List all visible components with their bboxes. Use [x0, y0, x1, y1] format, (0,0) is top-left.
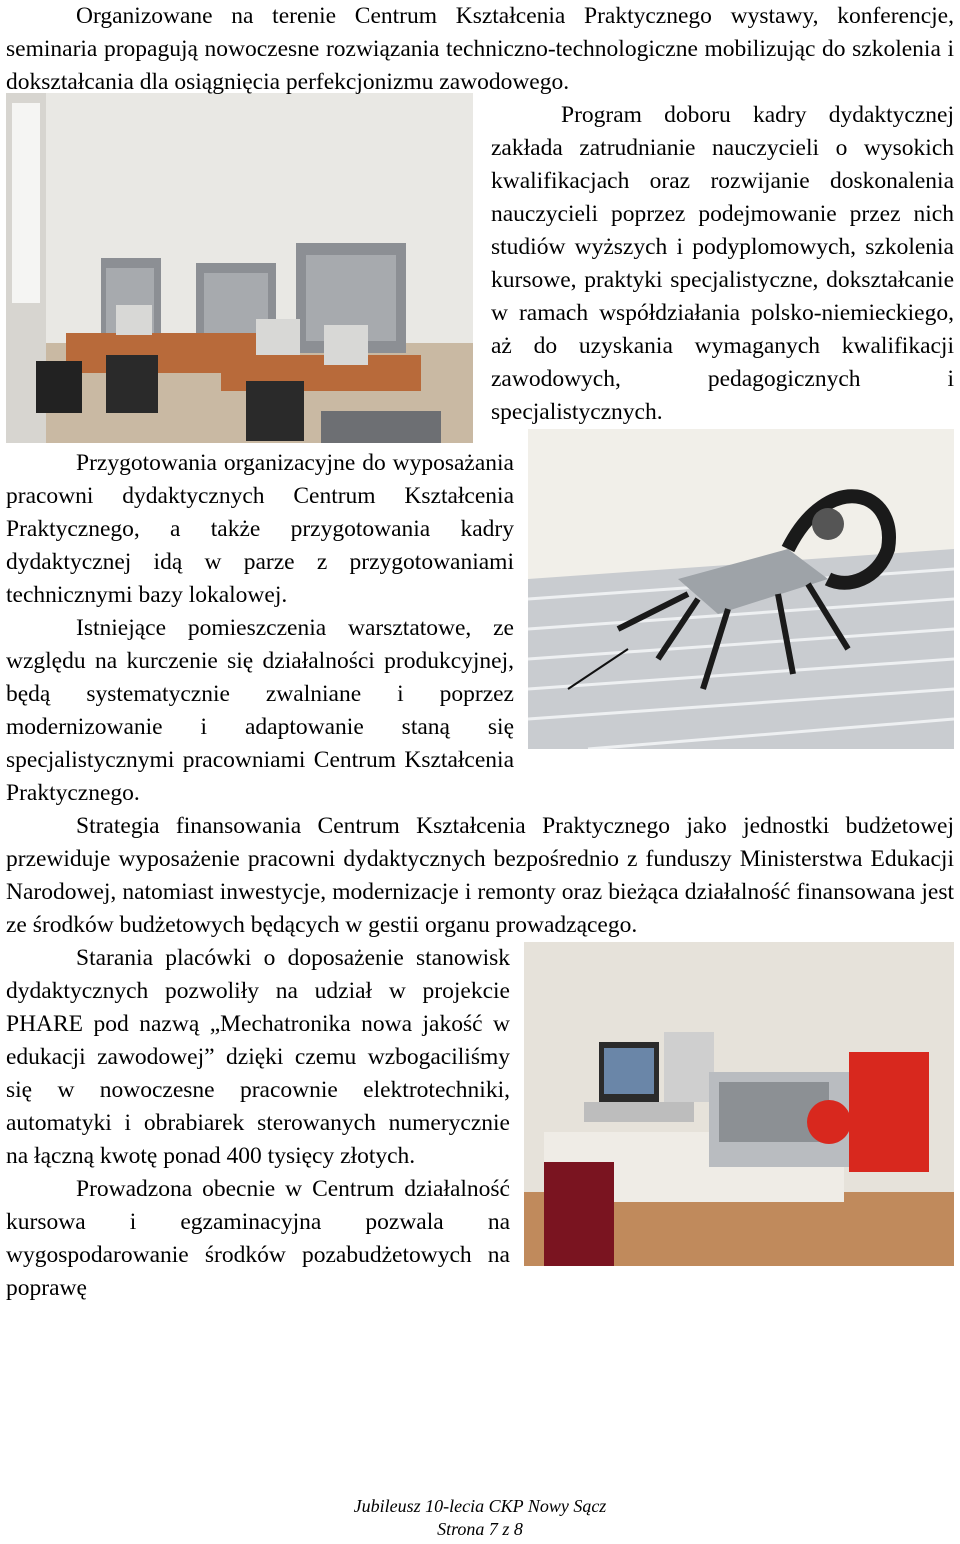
paragraph-preparations: Przygotowania organizacyjne do wyposażania pracowni dydaktycznych Centrum Kształcenia Praktycznego, a także przygotowania kadry dydaktycznej idą w parze z przygotowaniami technicznymi bazy lokalowej. — [6, 450, 514, 608]
footer-title: Jubileusz 10-lecia CKP Nowy Sącz — [353, 1496, 607, 1516]
photo-cnc-machine — [524, 942, 954, 1266]
paragraph-phare-project: Starania placówki o doposażenie stanowisk dydaktycznych pozwoliły na udział w projekcie PHARE pod nazwą „Mechatronika nowa jakość w edukacji zawodowej” dzięki czemu wzbogaciliśmy się w nowoczesne pracownie elektrotechniki, automatyki i obrabiarek sterowanych numerycznie na łączną kwotę ponad 400 tysięcy złotych. — [6, 945, 510, 1169]
footer-page-number: Strona 7 z 8 — [437, 1519, 523, 1539]
photo-robot-scorpion — [528, 429, 954, 749]
page-footer — [0, 1495, 960, 1541]
paragraph-financing: Strategia finansowania Centrum Kształcenia Praktycznego jako jednostki budżetowej przewiduje wyposażenie pracowni dydaktycznych bezpośrednio z funduszy Ministerstwa Edukacji Narodowej, natomiast inwestycje, modernizacje i remonty oraz bieżąca działalność finansowana jest ze środków budżetowych będących w gestii organu prowadzącego. — [6, 813, 954, 938]
paragraph-teaching-staff: Program doboru kadry dydaktycznej zakłada zatrudnianie nauczycieli o wysokich kwalifikacjach oraz rozwijanie doskonalenia nauczycieli poprzez podejmowanie przez nich studiów wyższych i podyplomowych, szkolenia kursowe, praktyki specjalistyczne, dokształcanie w ramach współdziałania polsko-niemieckiego, aż do uzyskania wymaganych kwalifikacji zawodowych, pedagogicznych i specjalistycznych. — [491, 102, 954, 425]
paragraph-exhibitions: Organizowane na terenie Centrum Kształcenia Praktycznego wystawy, konferencje, seminaria propagują nowoczesne rozwiązania techniczno-technologiczne mobilizując do szkolenia i dokształcania dla osiągnięcia perfekcjonizmu zawodowego. — [6, 3, 954, 95]
paragraph-courses: Prowadzona obecnie w Centrum działalność kursowa i egzaminacyjna pozwala na wygospodarowanie środków pozabudżetowych na poprawę — [6, 1176, 510, 1301]
document-page — [6, 0, 954, 1305]
paragraph-workshops: Istniejące pomieszczenia warsztatowe, ze względu na kurczenie się działalności produkcyjnej, będą systematycznie zwalniane i poprzez modernizowanie i adaptowanie staną się specjalistycznymi pracowniami Centrum Kształcenia Praktycznego. — [6, 615, 514, 806]
photo-computer-lab — [6, 93, 473, 443]
